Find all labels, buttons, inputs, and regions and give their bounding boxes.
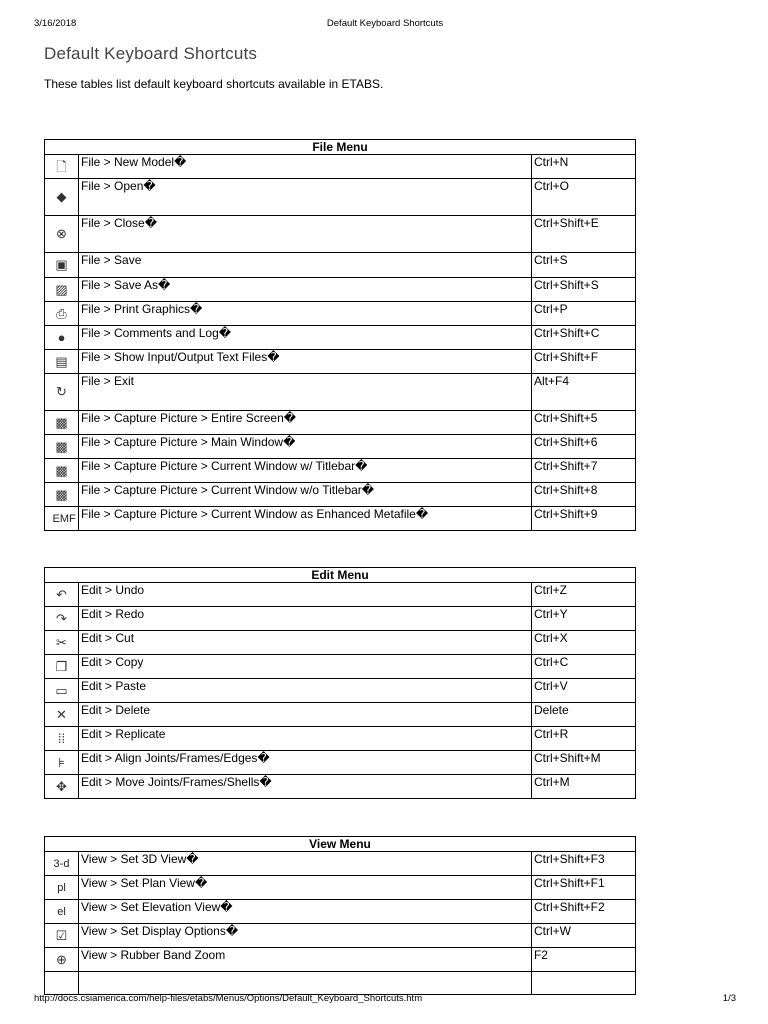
blank-icon [53, 972, 71, 990]
table-row [45, 155, 636, 179]
table-row [45, 631, 636, 655]
menu-command: Edit > Move Joints/Frames/Shells� [79, 775, 532, 799]
view-menu-table [44, 836, 636, 995]
row-icon-cell [45, 459, 79, 483]
shortcut-key: Ctrl+Shift+E [532, 216, 636, 253]
row-icon-cell [45, 679, 79, 703]
comment-icon: ● [57, 329, 66, 345]
shortcut-key: Ctrl+Shift+F2 [531, 900, 635, 924]
menu-command: View > Rubber Band Zoom [79, 948, 532, 972]
row-icon-cell [45, 583, 79, 607]
intro-text: These tables list default keyboard shortcuts available in ETABS. [44, 77, 384, 91]
table-row [45, 302, 636, 326]
row-icon-cell [45, 435, 79, 459]
table-row [45, 607, 636, 631]
row-icon-cell [45, 607, 79, 631]
row-icon-cell [45, 876, 79, 900]
text-files-icon: ▤ [55, 353, 68, 369]
menu-command: Edit > Redo [79, 607, 532, 631]
menu-command: File > Capture Picture > Entire Screen� [79, 411, 532, 435]
table-row [45, 278, 636, 302]
shortcut-key: Ctrl+Shift+6 [532, 435, 636, 459]
table-row [45, 483, 636, 507]
table-row [45, 852, 636, 876]
capture-window-titlebar-icon: ▩ [55, 462, 68, 478]
elevation-view-icon: el [57, 905, 66, 918]
menu-command: File > Open� [79, 179, 532, 216]
row-icon-cell [45, 350, 79, 374]
row-icon-cell [45, 924, 79, 948]
shortcut-key: Ctrl+W [531, 924, 635, 948]
table-row [45, 253, 636, 278]
menu-command: File > Close� [79, 216, 532, 253]
table-row [45, 655, 636, 679]
shortcut-key: Ctrl+Shift+F1 [531, 876, 635, 900]
print-footer [34, 993, 736, 1007]
table-row [45, 326, 636, 350]
shortcut-key: Ctrl+N [532, 155, 636, 179]
table-row [45, 374, 636, 411]
rubber-band-zoom-icon: ⊕ [56, 951, 67, 967]
print-header [34, 18, 736, 32]
menu-command: File > Save [79, 253, 532, 278]
shortcut-key: Ctrl+X [531, 631, 635, 655]
table-row [45, 583, 636, 607]
file-menu-table [44, 139, 636, 531]
menu-command: File > Comments and Log� [79, 326, 532, 350]
menu-command: File > Capture Picture > Current Window as Enhanced Metafile� [79, 507, 532, 531]
menu-command: File > New Model� [79, 155, 532, 179]
shortcut-key: Alt+F4 [532, 374, 636, 411]
capture-main-window-icon: ▩ [55, 438, 68, 454]
table-row [45, 350, 636, 374]
print-title: Default Keyboard Shortcuts [326, 18, 444, 29]
shortcut-key: Ctrl+Shift+S [532, 278, 636, 302]
table-row [45, 751, 636, 775]
table-row [45, 459, 636, 483]
menu-command: File > Print Graphics� [79, 302, 532, 326]
redo-icon: ↷ [56, 610, 67, 626]
table-title: File Menu [45, 140, 636, 155]
row-icon-cell [45, 507, 79, 531]
row-icon-cell [45, 179, 79, 216]
row-icon-cell [45, 972, 79, 995]
table-row [45, 679, 636, 703]
shortcut-key: Ctrl+R [531, 727, 635, 751]
row-icon-cell [45, 703, 79, 727]
menu-command: Edit > Paste [79, 679, 532, 703]
table-row [45, 924, 636, 948]
menu-command: File > Show Input/Output Text Files� [79, 350, 532, 374]
table-row [45, 727, 636, 751]
menu-command: Edit > Cut [79, 631, 532, 655]
row-icon-cell [45, 775, 79, 799]
edit-menu-table [44, 567, 636, 799]
row-icon-cell [45, 631, 79, 655]
shortcut-key: Ctrl+V [531, 679, 635, 703]
table-row [45, 216, 636, 253]
menu-command: File > Exit [79, 374, 532, 411]
3d-view-icon: 3-d [53, 857, 70, 870]
table-title: Edit Menu [45, 568, 636, 583]
menu-command: Edit > Align Joints/Frames/Edges� [79, 751, 532, 775]
print-icon: ⎙ [56, 305, 67, 321]
table-row [45, 703, 636, 727]
shortcut-key: Ctrl+Shift+8 [532, 483, 636, 507]
row-icon-cell [45, 900, 79, 924]
row-icon-cell [45, 216, 79, 253]
menu-command: File > Capture Picture > Current Window w/o Titlebar� [79, 483, 532, 507]
row-icon-cell [45, 727, 79, 751]
menu-command: File > Capture Picture > Current Window w/ Titlebar� [79, 459, 532, 483]
menu-command: File > Save As� [79, 278, 532, 302]
table-row [45, 179, 636, 216]
row-icon-cell [45, 411, 79, 435]
menu-command: Edit > Undo [79, 583, 532, 607]
shortcut-key: F2 [531, 948, 635, 972]
menu-command: View > Set Plan View� [79, 876, 532, 900]
shortcut-key: Ctrl+Shift+7 [532, 459, 636, 483]
row-icon-cell [45, 278, 79, 302]
open-icon: ◆ [56, 189, 67, 204]
menu-command: Edit > Delete [79, 703, 532, 727]
move-icon: ✥ [56, 778, 67, 794]
new-model-icon: 🗋 [56, 158, 67, 174]
cut-icon: ✂ [56, 634, 67, 650]
page-number: 1/3 [722, 993, 736, 1004]
table-row [45, 876, 636, 900]
print-date: 3/16/2018 [34, 18, 77, 29]
table-row [45, 972, 636, 995]
table-row [45, 507, 636, 531]
copy-icon: ❐ [55, 658, 68, 674]
shortcut-key: Delete [531, 703, 635, 727]
shortcut-key: Ctrl+S [532, 253, 636, 278]
undo-icon: ↶ [56, 586, 67, 602]
row-icon-cell [45, 483, 79, 507]
row-icon-cell [45, 302, 79, 326]
row-icon-cell [45, 751, 79, 775]
shortcut-key: Ctrl+Shift+9 [532, 507, 636, 531]
row-icon-cell [45, 948, 79, 972]
shortcut-key: Ctrl+M [531, 775, 635, 799]
table-title: View Menu [45, 837, 636, 852]
shortcut-key: Ctrl+C [531, 655, 635, 679]
table-row [45, 435, 636, 459]
shortcut-key: Ctrl+Y [531, 607, 635, 631]
table-row [45, 775, 636, 799]
save-icon: ▣ [55, 257, 68, 272]
menu-command: Edit > Replicate [79, 727, 532, 751]
capture-metafile-icon: EMF [52, 512, 76, 525]
display-options-icon: ☑ [55, 927, 68, 943]
replicate-icon: ⁞⁞ [57, 730, 66, 746]
capture-window-no-titlebar-icon: ▩ [55, 486, 68, 502]
menu-command [79, 972, 532, 995]
paste-icon: ▭ [55, 682, 68, 698]
align-icon: ⊧ [58, 754, 65, 770]
menu-command: Edit > Copy [79, 655, 532, 679]
save-as-icon: ▨ [55, 281, 68, 297]
menu-command: File > Capture Picture > Main Window� [79, 435, 532, 459]
capture-screen-icon: ▩ [55, 414, 68, 430]
footer-url: http://docs.csiamerica.com/help-files/etabs/Menus/Options/Default_Keyboard_Shortcuts.htm [34, 993, 423, 1004]
shortcut-key: Ctrl+Shift+F3 [531, 852, 635, 876]
exit-icon: ↻ [56, 384, 67, 399]
plan-view-icon: pl [57, 881, 66, 894]
row-icon-cell [45, 326, 79, 350]
shortcut-key: Ctrl+Shift+5 [532, 411, 636, 435]
shortcut-key: Ctrl+Shift+M [531, 751, 635, 775]
shortcut-key [531, 972, 635, 995]
row-icon-cell [45, 374, 79, 411]
page-title: Default Keyboard Shortcuts [44, 44, 258, 63]
table-row [45, 411, 636, 435]
row-icon-cell [45, 155, 79, 179]
menu-command: View > Set Display Options� [79, 924, 532, 948]
delete-icon: ✕ [56, 706, 67, 722]
menu-command: View > Set 3D View� [79, 852, 532, 876]
row-icon-cell [45, 253, 79, 278]
shortcut-key: Ctrl+Z [531, 583, 635, 607]
table-row [45, 948, 636, 972]
shortcut-key: Ctrl+Shift+C [532, 326, 636, 350]
row-icon-cell [45, 655, 79, 679]
table-row [45, 900, 636, 924]
shortcut-key: Ctrl+O [532, 179, 636, 216]
shortcut-key: Ctrl+P [532, 302, 636, 326]
shortcut-key: Ctrl+Shift+F [532, 350, 636, 374]
close-icon: ⊗ [56, 226, 67, 241]
row-icon-cell [45, 852, 79, 876]
menu-command: View > Set Elevation View� [79, 900, 532, 924]
